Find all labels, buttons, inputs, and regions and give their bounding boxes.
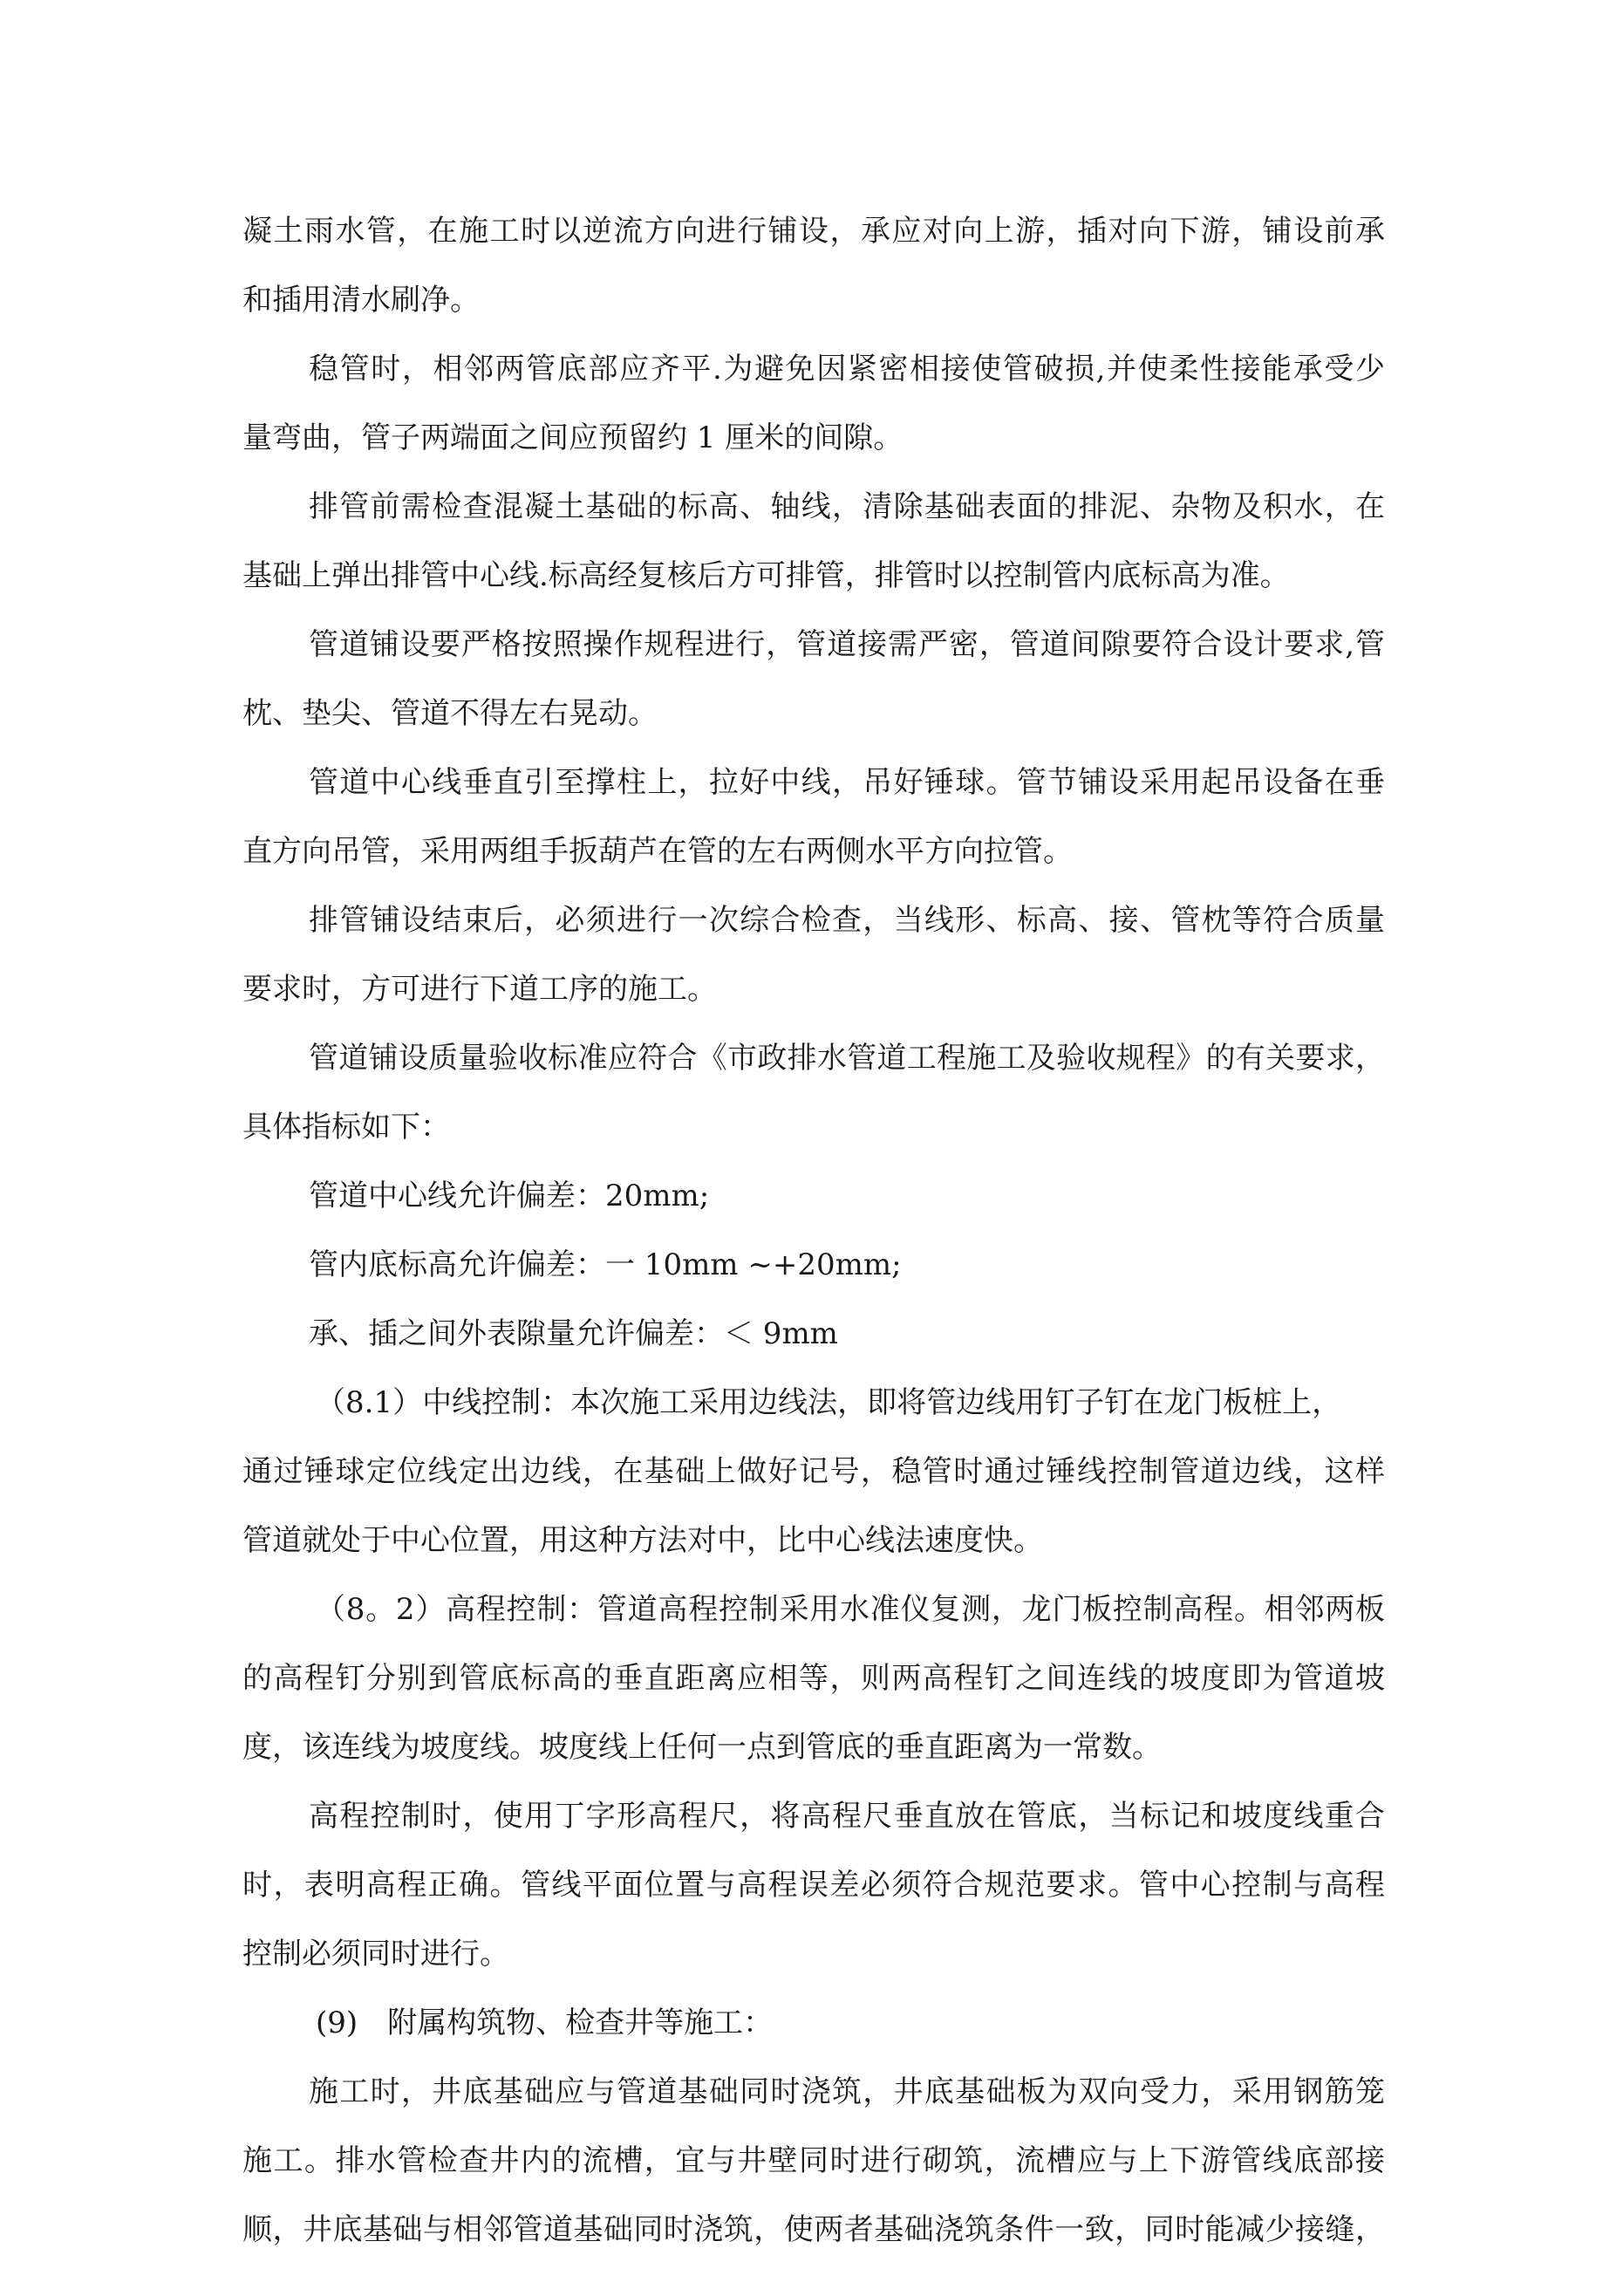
text-line: 施工时，井底基础应与管道基础同时浇筑，井底基础板为双向受力，采用钢筋笼 bbox=[309, 2074, 1385, 2109]
text-line: 通过锤球定位线定出边线，在基础上做好记号，稳管时通过锤线控制管道边线，这样 bbox=[242, 1454, 1385, 1489]
text-line: 量弯曲，管子两端面之间应预留约 1 厘米的间隙。 bbox=[242, 420, 904, 455]
text-line: 具体指标如下： bbox=[242, 1110, 450, 1145]
body-text bbox=[242, 197, 1385, 2265]
text-line: 排管前需检查混凝土基础的标高、轴线，清除基础表面的排泥、杂物及积水，在 bbox=[309, 489, 1385, 524]
text-line: （8.1）中线控制：本次施工采用边线法，即将管边线用钉子钉在龙门板桩上， bbox=[316, 1385, 1342, 1420]
text-line: （8。2）高程控制：管道高程控制采用水准仪复测，龙门板控制高程。相邻两板 bbox=[316, 1592, 1385, 1627]
text-line: 直方向吊管，采用两组手扳葫芦在管的左右两侧水平方向拉管。 bbox=[242, 834, 1073, 869]
text-line: 枕、垫尖、管道不得左右晃动。 bbox=[242, 696, 658, 731]
text-line: 管道中心线垂直引至撑柱上，拉好中线，吊好锤球。管节铺设采用起吊设备在垂 bbox=[309, 765, 1385, 800]
text-line: 管道就处于中心位置，用这种方法对中，比中心线法速度快。 bbox=[242, 1523, 1043, 1558]
text-line: (9) 附属构筑物、检查井等施工： bbox=[316, 2006, 774, 2040]
text-line: 稳管时，相邻两管底部应齐平.为避免因紧密相接使管破损,并使柔性接能承受少 bbox=[309, 352, 1385, 386]
text-line: 施工。排水管检查井内的流槽，宜与井壁同时进行砌筑，流槽应与上下游管线底部接 bbox=[242, 2143, 1385, 2178]
text-line: 管道铺设要严格按照操作规程进行，管道接需严密，管道间隙要符合设计要求,管 bbox=[309, 627, 1385, 662]
text-line: 排管铺设结束后，必须进行一次综合检查，当线形、标高、接、管枕等符合质量 bbox=[309, 903, 1385, 938]
text-line: 时，表明高程正确。管线平面位置与高程误差必须符合规范要求。管中心控制与高程 bbox=[242, 1868, 1385, 1903]
text-line: 管道铺设质量验收标准应符合《市政排水管道工程施工及验收规程》的有关要求， bbox=[309, 1041, 1385, 1076]
text-line: 顺，井底基础与相邻管道基础同时浇筑，使两者基础浇筑条件一致，同时能减少接缝， bbox=[242, 2212, 1385, 2247]
text-line: 度，该连线为坡度线。坡度线上任何一点到管底的垂直距离为一常数。 bbox=[242, 1730, 1162, 1765]
text-line: 管道中心线允许偏差：20mm; bbox=[309, 1179, 710, 1213]
text-line: 和插用清水刷净。 bbox=[242, 283, 480, 318]
text-line: 控制必须同时进行。 bbox=[242, 1937, 509, 1971]
text-line: 的高程钉分别到管底标高的垂直距离应相等，则两高程钉之间连线的坡度即为管道坡 bbox=[242, 1661, 1385, 1696]
text-line: 管内底标高允许偏差：一 10mm ~+20mm; bbox=[309, 1247, 902, 1282]
text-line: 基础上弹出排管中心线.标高经复核后方可排管，排管时以控制管内底标高为准。 bbox=[242, 558, 1290, 593]
text-line: 凝土雨水管，在施工时以逆流方向进行铺设，承应对向上游，插对向下游，铺设前承 bbox=[242, 214, 1385, 249]
text-line: 高程控制时，使用丁字形高程尺，将高程尺垂直放在管底，当标记和坡度线重合 bbox=[309, 1799, 1385, 1834]
text-line: 要求时，方可进行下道工序的施工。 bbox=[242, 972, 717, 1007]
text-line: 承、插之间外表隙量允许偏差：＜ 9mm bbox=[309, 1316, 838, 1351]
